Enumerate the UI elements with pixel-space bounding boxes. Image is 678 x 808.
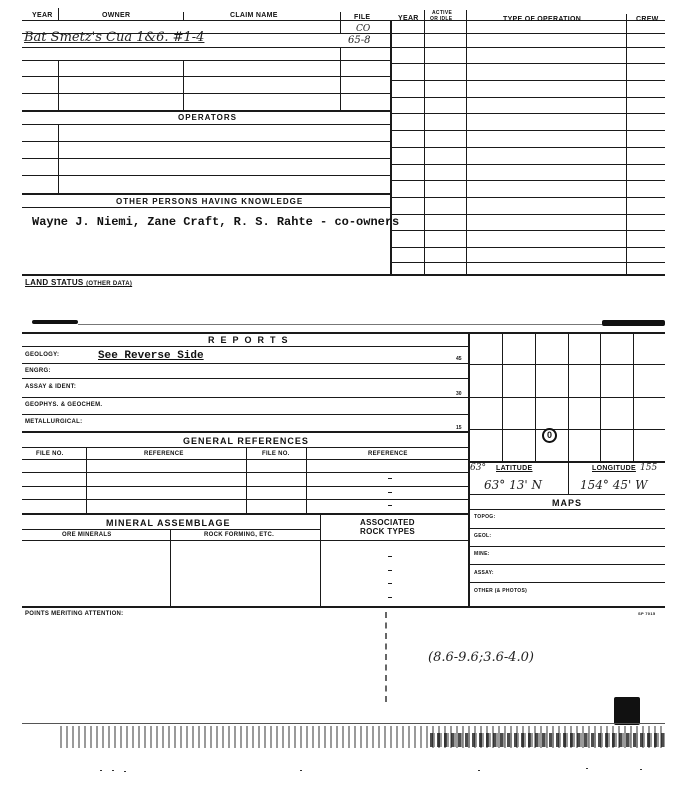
- assay-label: ASSAY & IDENT:: [25, 384, 77, 390]
- row-rule: [392, 180, 665, 181]
- lat-lon-divider: [568, 461, 569, 495]
- scan-smudge: [602, 320, 665, 326]
- dotted-rule: [78, 324, 602, 325]
- handwritten-note: (8.6-9.6;3.6-4.0): [428, 650, 535, 665]
- geology-value: See Reverse Side: [98, 350, 204, 362]
- col-reference-1: REFERENCE: [144, 451, 184, 457]
- row-rule: [392, 164, 665, 165]
- row-rule: [392, 47, 665, 48]
- general-references-title: GENERAL REFERENCES: [183, 436, 309, 446]
- col-rule: [424, 33, 425, 274]
- row-rule: [392, 147, 665, 148]
- row-rule: [392, 113, 665, 114]
- latitude-value: 63° 13' N: [484, 478, 542, 492]
- row-rule: [22, 540, 468, 541]
- col-file-no-2: FILE NO.: [262, 451, 290, 457]
- scan-speck: [586, 768, 588, 769]
- row-rule: [22, 529, 320, 530]
- land-status-label: LAND STATUS (OTHER DATA): [25, 278, 133, 287]
- dash-mark: [388, 583, 392, 584]
- latitude-prefix: 63°: [470, 463, 486, 473]
- header-divider: [340, 12, 341, 33]
- maps-title: MAPS: [552, 498, 583, 508]
- reports-num-15: 15: [456, 425, 462, 431]
- row-rule: [392, 247, 665, 248]
- scan-speck: [478, 770, 480, 771]
- row-rule: [22, 60, 390, 61]
- header-divider: [424, 10, 425, 33]
- col-rule: [466, 33, 467, 274]
- header-claim-name: CLAIM NAME: [230, 12, 278, 19]
- row-rule: [22, 141, 390, 142]
- section-bottom-rule: [22, 606, 665, 608]
- faint-dash-column: [385, 612, 387, 702]
- col-rule: [306, 447, 307, 513]
- header-year: YEAR: [32, 12, 53, 19]
- row-rule: [22, 93, 390, 94]
- latitude-label: LATITUDE: [496, 465, 533, 472]
- map-grid-row: [470, 397, 665, 398]
- scan-noise-strip-dark: [430, 733, 665, 747]
- longitude-value: 154° 45' W: [580, 478, 648, 492]
- header-file: FILE: [354, 14, 371, 21]
- maps-geol: GEOL:: [474, 533, 492, 539]
- row-rule: [392, 197, 665, 198]
- row-rule: [470, 564, 665, 565]
- row-rule: [392, 97, 665, 98]
- row-rule: [470, 582, 665, 583]
- maps-topog: TOPOG:: [474, 514, 496, 520]
- row-rule: [22, 76, 390, 77]
- maps-mine: MINE:: [474, 551, 490, 557]
- dash-mark: [388, 570, 392, 571]
- bottom-rule: [22, 723, 665, 724]
- row-rule: [22, 363, 468, 364]
- row-rule: [22, 447, 468, 448]
- row-rule: [22, 486, 468, 487]
- metallurgical-label: METALLURGICAL:: [25, 419, 83, 425]
- header-divider: [626, 14, 627, 33]
- map-grid-row: [470, 364, 665, 365]
- row-rule: [22, 110, 390, 112]
- col-file-no-1: FILE NO.: [36, 451, 64, 457]
- col-rule: [183, 60, 184, 110]
- row-rule: [22, 472, 468, 473]
- dash-mark: [388, 492, 392, 493]
- scan-smudge: [32, 320, 78, 324]
- row-rule: [392, 130, 665, 131]
- row-rule: [392, 63, 665, 64]
- rock-types-label: ROCK TYPES: [360, 527, 416, 536]
- file-entry-top: CO: [356, 24, 371, 34]
- dash-mark: [388, 478, 392, 479]
- dash-mark: [388, 505, 392, 506]
- col-reference-2: REFERENCE: [368, 451, 408, 457]
- scan-speck: [124, 771, 126, 772]
- geology-label: GEOLOGY:: [25, 352, 60, 358]
- col-rule: [320, 513, 321, 607]
- scan-speck: [640, 769, 642, 770]
- dash-mark: [388, 556, 392, 557]
- header-divider: [466, 10, 467, 33]
- header-crew: CREW: [636, 16, 659, 23]
- row-rule: [470, 494, 665, 495]
- scan-speck: [300, 770, 302, 771]
- row-rule: [22, 207, 390, 208]
- scan-speck: [112, 770, 114, 771]
- maps-assay: ASSAY:: [474, 570, 494, 576]
- row-rule: [22, 397, 468, 398]
- col-rule: [246, 447, 247, 513]
- col-rule: [86, 447, 87, 513]
- col-rule: [340, 47, 341, 110]
- section-bottom-rule: [22, 274, 665, 276]
- map-grid-row: [470, 429, 665, 430]
- longitude-suffix: 155: [640, 463, 658, 473]
- col-rule: [626, 33, 627, 274]
- geophys-label: GEOPHYS. & GEOCHEM.: [25, 402, 103, 408]
- rock-forming-label: ROCK FORMING, ETC.: [204, 532, 275, 538]
- maps-other: OTHER (& PHOTOS): [474, 588, 528, 594]
- scan-artifact-block: [614, 697, 640, 725]
- row-rule: [392, 214, 665, 215]
- scan-speck: [100, 770, 102, 771]
- owner-claim-entry: Bat Smetz's Cua 1&6. #1-4: [24, 30, 205, 45]
- row-rule: [22, 346, 468, 347]
- mineral-assemblage-title: MINERAL ASSEMBLAGE: [106, 518, 231, 528]
- associated-label: ASSOCIATED: [360, 518, 415, 527]
- longitude-label: LONGITUDE: [592, 465, 636, 472]
- header-active: ACTIVE: [432, 10, 453, 16]
- row-rule: [22, 459, 468, 460]
- form-number: SP 7015: [638, 611, 656, 616]
- location-marker: 0: [542, 428, 557, 443]
- row-rule: [392, 230, 665, 231]
- header-year-2: YEAR: [398, 15, 419, 22]
- header-type-of-operation: TYPE OF OPERATION: [503, 16, 582, 23]
- row-rule: [22, 378, 468, 379]
- row-rule: [392, 262, 665, 263]
- row-rule: [22, 124, 390, 125]
- row-rule: [22, 175, 390, 176]
- row-rule: [22, 513, 468, 515]
- other-persons-value: Wayne J. Niemi, Zane Craft, R. S. Rahte - co-owners: [32, 215, 400, 229]
- reports-num-30: 30: [456, 391, 462, 397]
- row-rule: [22, 47, 390, 48]
- row-rule: [22, 431, 468, 433]
- row-rule: [22, 414, 468, 415]
- row-rule: [470, 528, 665, 529]
- header-owner: OWNER: [102, 12, 131, 19]
- col-rule: [58, 124, 59, 193]
- reports-title: REPORTS: [208, 335, 294, 345]
- points-meriting-attention-label: POINTS MERITING ATTENTION:: [25, 611, 124, 617]
- header-divider: [183, 12, 184, 20]
- ore-minerals-label: ORE MINERALS: [62, 532, 112, 538]
- row-rule: [470, 509, 665, 510]
- engrg-label: ENGRG:: [25, 368, 51, 374]
- other-persons-label: OTHER PERSONS HAVING KNOWLEDGE: [116, 197, 304, 206]
- col-rule: [170, 529, 171, 607]
- row-rule: [22, 158, 390, 159]
- dash-mark: [388, 597, 392, 598]
- reports-num-45: 45: [456, 356, 462, 362]
- row-rule: [22, 193, 390, 195]
- row-rule: [22, 499, 468, 500]
- header-or-idle: OR IDLE: [430, 16, 453, 22]
- row-rule: [392, 80, 665, 81]
- header-divider: [58, 8, 59, 20]
- col-rule: [58, 60, 59, 110]
- row-rule: [470, 546, 665, 547]
- file-entry-bottom: 65-8: [348, 35, 371, 46]
- operators-label: OPERATORS: [178, 113, 237, 122]
